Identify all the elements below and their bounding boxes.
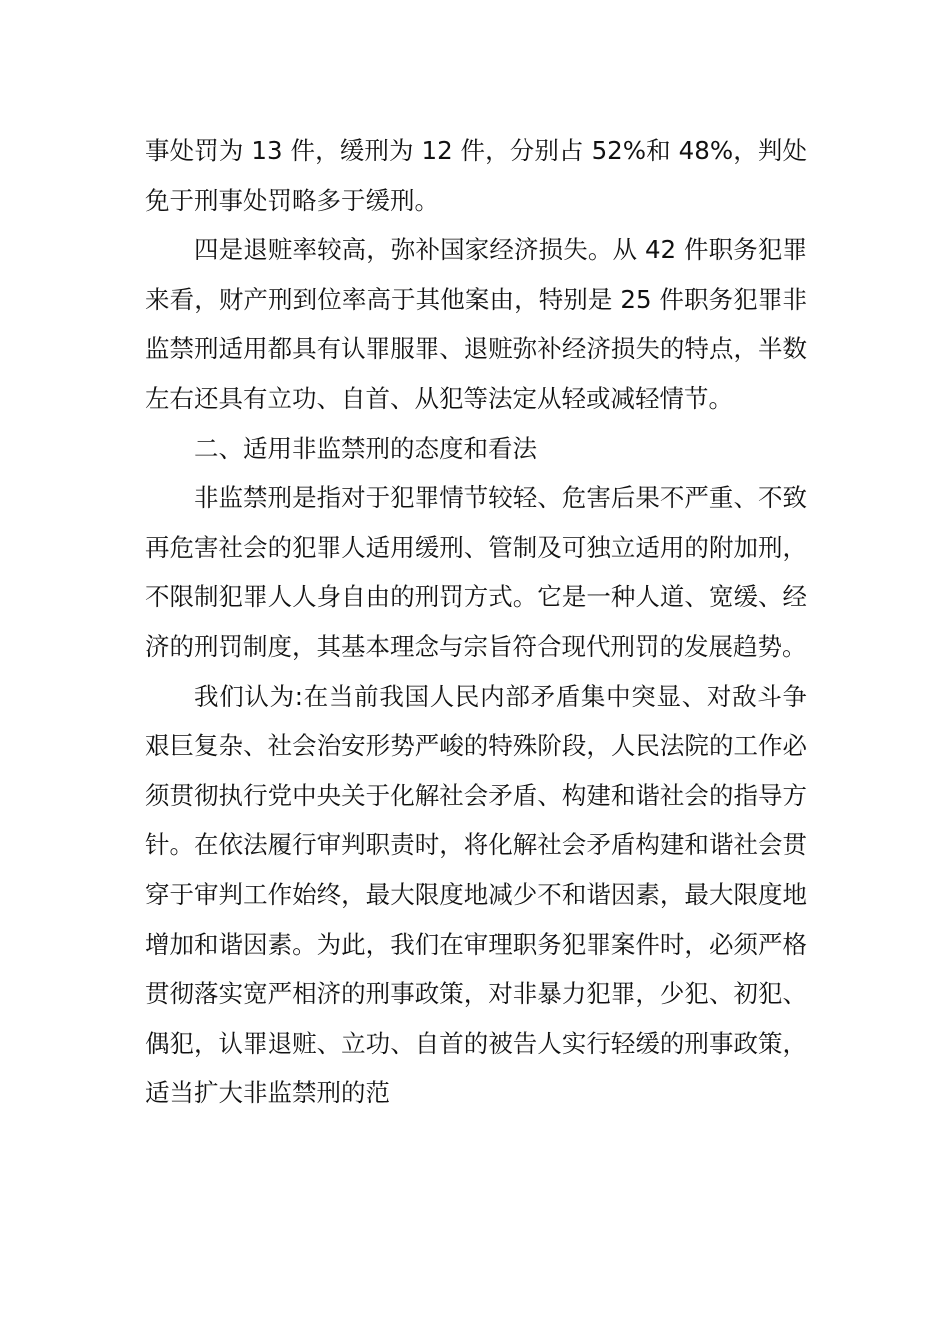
paragraph-opinion: 我们认为:在当前我国人民内部矛盾集中突显、对敌斗争艰巨复杂、社会治安形势严峻的特殊阶段，人民法院的工作必须贯彻执行党中央关于化解社会矛盾、构建和谐社会的指导方针。在依法履行审判职责时，将化解社会矛盾构建和谐社会贯穿于审判工作始终，最大限度地减少不和谐因素，最大限度地增加和谐因素。为此，我们在审理职务犯罪案件时，必须严格贯彻落实宽严相济的刑事政策，对非暴力犯罪，少犯、初犯、偶犯，认罪退赃、立功、自首的被告人实行轻缓的刑事政策，适当扩大非监禁刑的范 (145, 681, 807, 1108)
paragraph-refund-rate: 四是退赃率较高，弥补国家经济损失。从 42 件职务犯罪来看，财产刑到位率高于其他案由，特别是 25 件职务犯罪非监禁刑适用都具有认罪服罪、退赃弥补经济损失的特点，半数左右还具有立功、自首、从犯等法定从轻或减轻情节。 (145, 235, 807, 413)
document-body (145, 126, 807, 1118)
paragraph-definition: 非监禁刑是指对于犯罪情节较轻、危害后果不严重、不致再危害社会的犯罪人适用缓刑、管制及可独立适用的附加刑，不限制犯罪人人身自由的刑罚方式。它是一种人道、宽缓、经济的刑罚制度，其基本理念与宗旨符合现代刑罚的发展趋势。 (145, 483, 807, 661)
paragraph-continued: 事处罚为 13 件，缓刑为 12 件，分别占 52%和 48%，判处免于刑事处罚略多于缓刑。 (145, 136, 807, 215)
section-heading: 二、适用非监禁刑的态度和看法 (194, 433, 537, 463)
